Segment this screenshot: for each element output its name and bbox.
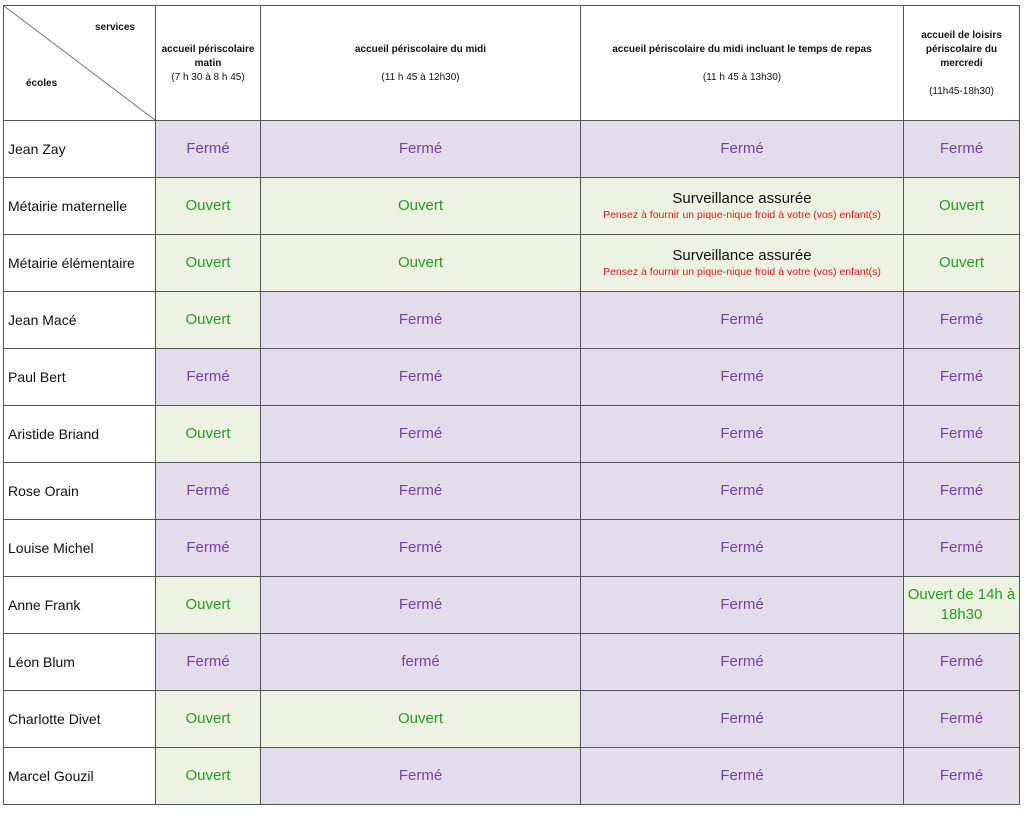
table-row bbox=[4, 178, 1020, 235]
header-row bbox=[4, 6, 1020, 121]
status-cell-closed bbox=[581, 349, 904, 406]
table-body bbox=[4, 121, 1020, 805]
status-cell-closed bbox=[261, 748, 581, 805]
status-text: Ouvert bbox=[397, 197, 443, 214]
status-text: Fermé bbox=[720, 140, 764, 157]
status-cell-closed bbox=[904, 691, 1020, 748]
status-text: Fermé bbox=[720, 596, 764, 613]
table-row bbox=[4, 634, 1020, 691]
corner-header-cell bbox=[4, 6, 156, 121]
status-text: Ouvert bbox=[185, 767, 231, 784]
column-header-matin bbox=[156, 6, 261, 121]
school-name: Jean Macé bbox=[4, 292, 156, 349]
status-text: Fermé bbox=[720, 539, 764, 556]
status-text: Ouvert bbox=[185, 254, 231, 271]
school-name: Anne Frank bbox=[4, 577, 156, 634]
school-name: Louise Michel bbox=[4, 520, 156, 577]
school-name: Rose Orain bbox=[4, 463, 156, 520]
status-text: Ouvert bbox=[397, 710, 443, 727]
status-cell-closed bbox=[581, 463, 904, 520]
status-text: Ouvert bbox=[185, 311, 231, 328]
status-cell-surveillance bbox=[581, 178, 904, 235]
services-table bbox=[3, 5, 1020, 805]
status-cell-closed bbox=[156, 634, 261, 691]
status-cell-closed bbox=[581, 748, 904, 805]
status-cell-closed bbox=[581, 292, 904, 349]
table-row bbox=[4, 577, 1020, 634]
status-text: Fermé bbox=[720, 425, 764, 442]
column-time: (11 h 45 à 12h30) bbox=[381, 71, 460, 83]
status-text: Fermé bbox=[939, 710, 984, 727]
school-name: Jean Zay bbox=[4, 121, 156, 178]
status-text: Fermé bbox=[720, 653, 764, 670]
status-cell-closed bbox=[904, 349, 1020, 406]
status-cell-closed bbox=[581, 634, 904, 691]
status-cell-open bbox=[156, 748, 261, 805]
status-cell-closed bbox=[581, 577, 904, 634]
column-title: accueil de loisirs périscolaire du mercredi bbox=[921, 29, 1002, 69]
status-cell-closed bbox=[261, 520, 581, 577]
status-cell-open bbox=[156, 292, 261, 349]
status-cell-closed bbox=[156, 349, 261, 406]
status-cell-closed bbox=[261, 292, 581, 349]
status-text: Fermé bbox=[939, 311, 984, 328]
status-cell-open bbox=[156, 577, 261, 634]
status-cell-closed bbox=[904, 121, 1020, 178]
status-cell-open bbox=[904, 577, 1020, 634]
status-text: Fermé bbox=[186, 539, 230, 556]
school-name: Léon Blum bbox=[4, 634, 156, 691]
status-text: Fermé bbox=[720, 710, 764, 727]
status-text: Fermé bbox=[186, 140, 230, 157]
status-text: Fermé bbox=[398, 425, 443, 442]
status-cell-closed bbox=[156, 520, 261, 577]
status-text: Fermé bbox=[720, 482, 764, 499]
status-cell-closed bbox=[156, 463, 261, 520]
status-cell-open bbox=[156, 406, 261, 463]
surveillance-label: Surveillance assurée bbox=[672, 190, 812, 207]
school-name: Métairie maternelle bbox=[4, 178, 156, 235]
status-text: Ouvert bbox=[185, 425, 231, 442]
status-text: Fermé bbox=[398, 767, 443, 784]
school-name: Métairie élémentaire bbox=[4, 235, 156, 292]
status-text: Fermé bbox=[398, 482, 443, 499]
status-cell-closed bbox=[581, 520, 904, 577]
school-name: Aristide Briand bbox=[4, 406, 156, 463]
status-text: Fermé bbox=[398, 596, 443, 613]
status-cell-closed bbox=[261, 463, 581, 520]
status-text: Fermé bbox=[720, 311, 764, 328]
table-row bbox=[4, 121, 1020, 178]
corner-ecoles-label: écoles bbox=[26, 78, 58, 89]
table-row bbox=[4, 406, 1020, 463]
school-name: Charlotte Divet bbox=[4, 691, 156, 748]
table-row bbox=[4, 691, 1020, 748]
surveillance-label: Surveillance assurée bbox=[672, 247, 812, 264]
table-row bbox=[4, 349, 1020, 406]
status-cell-closed bbox=[904, 406, 1020, 463]
status-cell-closed bbox=[581, 121, 904, 178]
status-cell-closed bbox=[904, 634, 1020, 691]
column-header-midi-repas bbox=[581, 6, 904, 121]
status-text: Ouvert bbox=[938, 197, 984, 214]
table-row bbox=[4, 463, 1020, 520]
table-row bbox=[4, 292, 1020, 349]
column-time: (11h45-18h30) bbox=[929, 85, 994, 97]
status-text: Ouvert bbox=[397, 254, 443, 271]
status-cell-closed bbox=[904, 292, 1020, 349]
status-cell-open bbox=[904, 178, 1020, 235]
column-header-midi bbox=[261, 6, 581, 121]
column-title: accueil périscolaire du midi incluant le temps de repas bbox=[612, 43, 872, 55]
status-cell-open bbox=[156, 235, 261, 292]
status-text: Fermé bbox=[720, 767, 764, 784]
picnic-note: Pensez à fournir un pique-nique froid à votre (vos) enfant(s) bbox=[603, 209, 881, 221]
column-title: accueil périscolaire du midi bbox=[354, 43, 487, 55]
column-time: (11 h 45 à 13h30) bbox=[702, 71, 782, 83]
status-cell-closed bbox=[261, 406, 581, 463]
status-cell-open bbox=[904, 235, 1020, 292]
status-cell-closed bbox=[261, 349, 581, 406]
status-cell-closed bbox=[261, 577, 581, 634]
status-cell-open bbox=[261, 178, 581, 235]
status-text: Fermé bbox=[939, 368, 984, 385]
status-text: Fermé bbox=[939, 767, 984, 784]
table-row bbox=[4, 520, 1020, 577]
status-text: Fermé bbox=[398, 368, 443, 385]
status-cell-surveillance bbox=[581, 235, 904, 292]
corner-services-label: services bbox=[94, 22, 135, 33]
status-cell-closed bbox=[581, 406, 904, 463]
status-text: Fermé bbox=[398, 539, 443, 556]
status-cell-closed bbox=[904, 520, 1020, 577]
status-cell-closed bbox=[904, 463, 1020, 520]
column-title: accueil périscolaire matin bbox=[161, 43, 255, 69]
status-cell-open bbox=[261, 691, 581, 748]
school-name: Paul Bert bbox=[4, 349, 156, 406]
status-text: Fermé bbox=[398, 140, 443, 157]
status-text: Fermé bbox=[186, 482, 230, 499]
status-text: Fermé bbox=[939, 653, 984, 670]
status-text: Ouvert bbox=[185, 197, 231, 214]
status-text: Fermé bbox=[186, 368, 230, 385]
status-text: Ouvert bbox=[185, 596, 231, 613]
status-text: Ouvert bbox=[938, 254, 984, 271]
picnic-note: Pensez à fournir un pique-nique froid à votre (vos) enfant(s) bbox=[603, 266, 881, 278]
status-cell-closed bbox=[581, 691, 904, 748]
status-cell-open bbox=[261, 235, 581, 292]
status-cell-closed bbox=[261, 121, 581, 178]
status-cell-open bbox=[156, 691, 261, 748]
status-text: Fermé bbox=[939, 539, 984, 556]
status-text: Ouvert de 14h à 18h30 bbox=[907, 586, 1016, 623]
status-text: Fermé bbox=[398, 311, 443, 328]
status-text: Fermé bbox=[939, 425, 984, 442]
table-row bbox=[4, 235, 1020, 292]
status-text: Ouvert bbox=[185, 710, 231, 727]
status-cell-closed bbox=[904, 748, 1020, 805]
status-text: Fermé bbox=[939, 482, 984, 499]
column-time: (7 h 30 à 8 h 45) bbox=[171, 71, 245, 83]
table-row bbox=[4, 748, 1020, 805]
status-cell-open bbox=[156, 178, 261, 235]
status-cell-closed bbox=[156, 121, 261, 178]
status-text: Fermé bbox=[720, 368, 764, 385]
status-cell-closed bbox=[261, 634, 581, 691]
status-text: Fermé bbox=[939, 140, 984, 157]
status-text: fermé bbox=[401, 653, 440, 670]
column-header-mercredi bbox=[904, 6, 1020, 121]
status-text: Fermé bbox=[186, 653, 230, 670]
school-name: Marcel Gouzil bbox=[4, 748, 156, 805]
